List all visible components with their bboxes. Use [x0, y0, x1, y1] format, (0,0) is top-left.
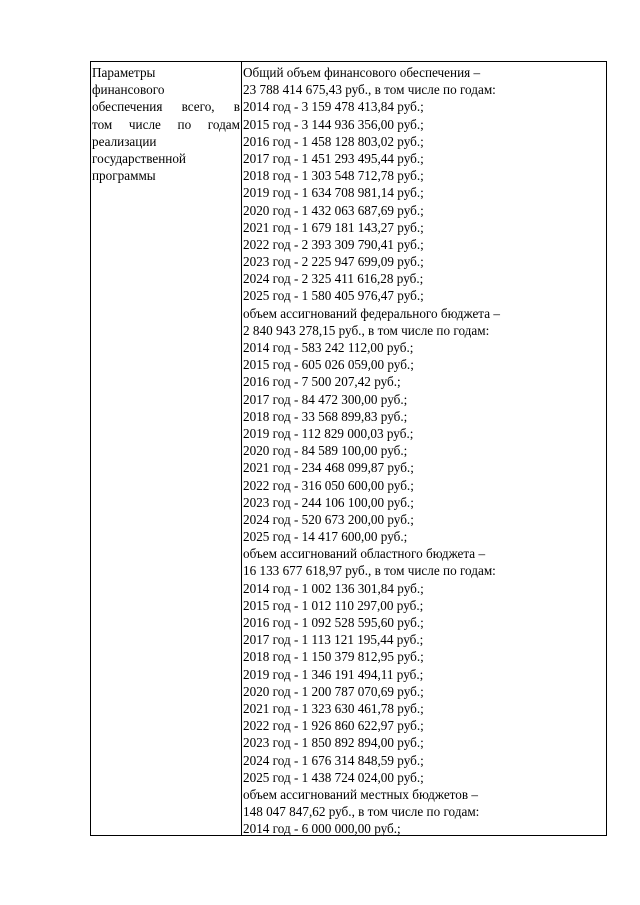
funding-line: 2018 год - 33 568 899,83 руб.; [243, 408, 408, 424]
parameter-name-word: в [233, 99, 240, 115]
funding-line: 2015 год - 1 012 110 297,00 руб.; [243, 597, 424, 613]
funding-line: 2024 год - 520 673 200,00 руб.; [243, 511, 414, 527]
funding-line: 2017 год - 1 451 293 495,44 руб.; [243, 150, 424, 166]
parameter-name-word: годам [207, 116, 240, 132]
parameter-name-line [92, 116, 240, 133]
funding-line: 2021 год - 234 468 099,87 руб.; [243, 460, 414, 476]
funding-line: 2016 год - 1 092 528 595,60 руб.; [243, 615, 424, 630]
parameter-name-word: по [177, 116, 192, 132]
funding-line: 2023 год - 244 106 100,00 руб.; [243, 494, 414, 510]
funding-line: 2022 год - 316 050 600,00 руб.; [243, 477, 414, 493]
funding-line: объем ассигнований областного бюджета – [243, 546, 486, 562]
column-divider [241, 62, 242, 835]
funding-line: 2020 год - 1 200 787 070,69 руб.; [243, 683, 424, 699]
parameter-name-word: всего, [181, 99, 215, 115]
funding-line: 2024 год - 1 676 314 848,59 руб.; [243, 752, 424, 768]
funding-line: 2024 год - 2 325 411 616,28 руб.; [243, 271, 424, 287]
funding-details-cell [243, 64, 605, 837]
funding-line: 2025 год - 1 580 405 976,47 руб.; [243, 288, 424, 304]
funding-line: 2019 год - 1 346 191 494,11 руб.; [243, 666, 424, 682]
parameter-name-line [92, 98, 240, 115]
parameter-name-line: государственной [92, 150, 186, 166]
funding-line: 23 788 414 675,43 руб., в том числе по годам: [243, 82, 496, 98]
funding-line: 2017 год - 1 113 121 195,44 руб.; [243, 632, 424, 648]
funding-line: 2016 год - 1 458 128 803,02 руб.; [243, 133, 424, 149]
funding-line: 2025 год - 14 417 600,00 руб.; [243, 529, 408, 545]
funding-line: 16 133 677 618,97 руб., в том числе по годам: [243, 563, 496, 579]
funding-line: 2014 год - 1 002 136 301,84 руб.; [243, 580, 424, 596]
funding-line: объем ассигнований федерального бюджета – [243, 305, 500, 321]
funding-line: 2022 год - 2 393 309 790,41 руб.; [243, 236, 424, 252]
parameter-name-word: том [92, 116, 113, 132]
funding-line: 2018 год - 1 150 379 812,95 руб.; [243, 649, 424, 665]
funding-line: 2021 год - 1 679 181 143,27 руб.; [243, 219, 424, 235]
funding-line: 148 047 847,62 руб., в том числе по годам: [243, 804, 480, 820]
funding-line: 2019 год - 1 634 708 981,14 руб.; [243, 185, 424, 201]
funding-line: 2016 год - 7 500 207,42 руб.; [243, 374, 401, 390]
funding-line: 2015 год - 3 144 936 356,00 руб.; [243, 116, 424, 132]
parameter-name-line: программы [92, 168, 156, 184]
funding-line: 2014 год - 3 159 478 413,84 руб.; [243, 99, 424, 115]
parameter-name-cell [92, 64, 240, 184]
funding-line: объем ассигнований местных бюджетов – [243, 786, 478, 802]
funding-line: 2 840 943 278,15 руб., в том числе по годам: [243, 322, 490, 338]
funding-line: 2019 год - 112 829 000,03 руб.; [243, 425, 414, 441]
funding-line: 2020 год - 1 432 063 687,69 руб.; [243, 202, 424, 218]
funding-line: 2022 год - 1 926 860 622,97 руб.; [243, 718, 424, 734]
parameter-name-line: финансового [92, 82, 165, 98]
parameter-name-line: Параметры [92, 65, 156, 80]
funding-line: 2014 год - 6 000 000,00 руб.; [243, 821, 401, 837]
parameter-name-word: числе [128, 116, 161, 132]
funding-line: 2020 год - 84 589 100,00 руб.; [243, 443, 408, 459]
funding-line: 2017 год - 84 472 300,00 руб.; [243, 391, 408, 407]
funding-line: 2014 год - 583 242 112,00 руб.; [243, 340, 414, 355]
passport-table [90, 61, 607, 836]
parameter-name-line: реализации [92, 133, 157, 149]
funding-line: 2018 год - 1 303 548 712,78 руб.; [243, 168, 424, 184]
funding-line: 2025 год - 1 438 724 024,00 руб.; [243, 769, 424, 785]
funding-line: Общий объем финансового обеспечения – [243, 65, 481, 80]
funding-line: 2021 год - 1 323 630 461,78 руб.; [243, 700, 424, 716]
funding-line: 2023 год - 1 850 892 894,00 руб.; [243, 735, 424, 751]
funding-line: 2023 год - 2 225 947 699,09 руб.; [243, 254, 424, 270]
funding-line: 2015 год - 605 026 059,00 руб.; [243, 357, 414, 373]
parameter-name-word: обеспечения [92, 99, 163, 115]
